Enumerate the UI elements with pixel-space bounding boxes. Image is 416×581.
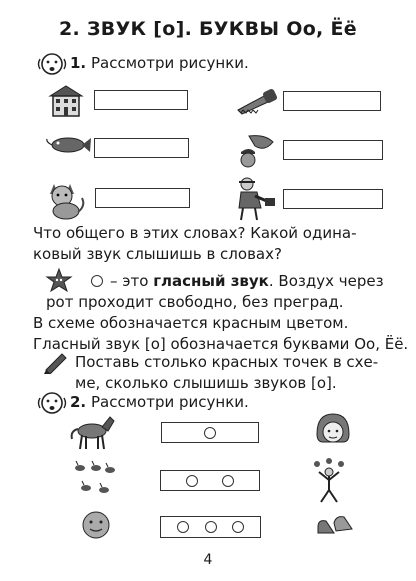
scheme-circle[interactable]	[204, 427, 216, 439]
rule-line1-rest: . Воздух через	[268, 272, 384, 290]
answer-box[interactable]	[283, 189, 383, 209]
answer-box[interactable]	[283, 91, 381, 111]
rule-bold-text: гласный звук	[153, 272, 269, 290]
fish-icon	[46, 130, 92, 164]
girl-icon	[313, 412, 353, 454]
cat-icon	[46, 178, 86, 224]
answer-box[interactable]	[95, 188, 190, 208]
page-title: 2. ЗВУК [о]. БУКВЫ Оо, Ёё	[59, 18, 357, 40]
saw-icon	[234, 86, 280, 120]
answer-box[interactable]	[283, 140, 383, 160]
shoes-icon	[314, 511, 354, 545]
scheme-circle[interactable]	[232, 521, 244, 533]
listen-icon	[36, 51, 68, 79]
vowel-symbol	[91, 275, 103, 287]
question-line-2: ковый звук слышишь в словах?	[33, 245, 282, 263]
sound-scheme-1[interactable]	[161, 422, 259, 443]
juggler-icon	[311, 458, 347, 508]
task1-number: 1.	[70, 54, 87, 72]
rule-line-1	[110, 271, 384, 292]
question-line-1: Что общего в этих словах? Какой одина-	[33, 224, 357, 242]
house-icon	[47, 84, 85, 122]
horse-icon	[68, 415, 118, 455]
task2-number: 2.	[70, 393, 87, 411]
rule-line-3: В схеме обозначается красным цветом.	[33, 314, 349, 332]
photographer-icon	[233, 176, 277, 226]
rule-line-4: Гласный звук [о] обозначается буквами Оо, Ёё.	[33, 335, 409, 353]
answer-box[interactable]	[94, 90, 188, 110]
scheme-circle[interactable]	[177, 521, 189, 533]
sound-scheme-3[interactable]	[160, 516, 261, 538]
bun-icon	[80, 510, 112, 544]
page-number: 4	[203, 552, 213, 568]
acorn-icon	[235, 132, 277, 172]
scheme-circle[interactable]	[222, 475, 234, 487]
answer-box[interactable]	[94, 138, 189, 158]
instruction-line-1: Поставь столько красных точек в схе-	[75, 353, 379, 371]
scheme-circle[interactable]	[186, 475, 198, 487]
instruction-line-2: ме, сколько слышишь звуков [о].	[75, 374, 337, 392]
scheme-circle[interactable]	[205, 521, 217, 533]
rule-line-2: рот проходит свободно, без преград.	[46, 293, 344, 311]
rule-symbol-text: – это	[110, 272, 149, 290]
sound-scheme-2[interactable]	[160, 470, 260, 491]
listen-icon	[36, 390, 68, 418]
wasps-icon	[70, 460, 120, 502]
task1-text: Рассмотри рисунки.	[91, 54, 249, 72]
task2-text: Рассмотри рисунки.	[91, 393, 249, 411]
pencil-icon	[42, 352, 68, 378]
